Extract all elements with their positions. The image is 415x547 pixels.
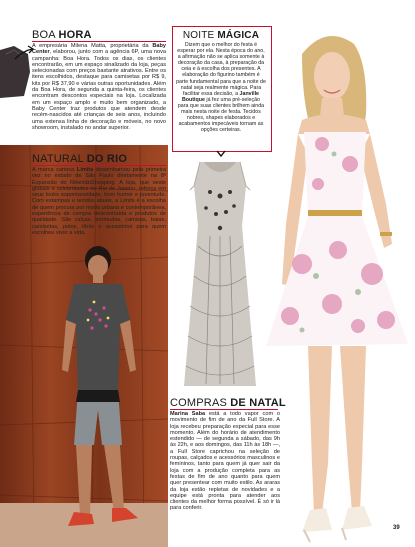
compras-de-natal-title-light: COMPRAS <box>170 397 231 409</box>
noite-magica-title-light: NOITE <box>182 30 218 41</box>
natural-do-rio-text-lead: A marca carioca <box>32 167 77 173</box>
boa-hora-title-light: BOA <box>32 29 59 41</box>
boa-hora-title <box>32 29 92 41</box>
natural-do-rio-title <box>32 153 127 165</box>
noite-magica-brand: Janville Boutique <box>181 90 259 103</box>
natural-do-rio-text <box>32 167 166 241</box>
noite-magica-title <box>172 30 270 41</box>
noite-magica-text <box>176 42 266 148</box>
natural-do-rio-title-bold: DO RIO <box>86 153 128 165</box>
natural-do-rio-text-rest: desembarcou pela primeira vez no estado de São Paulo diretamente na 8ª Expansão do RibeirãoShopping. A loja, que veste globais e celebridades no Rio de Janeiro, reforça em seus looks espontaneidade, bom humor e juventude. Com estampas e tecidos atuais, a Limits é a escolha de quem procura por moda urbana e contemporânea, experiência de compra descontraída e produtos de qualidade. São calças, bermudas, camisas, batas, camisetas, polos, tênis e acessórios para quem escolheu viver a vida. <box>32 167 166 236</box>
natural-do-rio-brand: Limits <box>76 167 94 173</box>
embroidered-dress-photo <box>170 156 270 392</box>
page-number: 39 <box>393 525 400 531</box>
boa-hora-text-rest: , elaborou, junto com a agência 6P, uma nova campanha: Boa Hora. Todos os dias, os clientes encontrarão, em um espaço sinalizado da loja, peças selecionadas com preços bastante atrativos. Entre os itens escolhidos, destaque para camisetas por R$ 9, kits por R$ 37,90 e várias outras oportunidades. Além da Boa Hora, de segunda a quinta-feira, os clientes encontram descontos especiais na loja. Localizada em um espaço amplo e muito bem organizado, a Baby Center traz produtos que atendem desde recém-nascidos até crianças de seis anos, incluindo uma extensa linha de decoração e móveis, no novo showroom, instalado no andar superior. <box>32 49 166 131</box>
boa-hora-text-lead: A empresária Milena Matta, proprietária da <box>32 43 153 49</box>
compras-de-natal-text-rest: está a todo vapor com o movimento de fim de ano da Full Store. A loja recebeu preparação especial para esse momento. Além do horário de atendimento estendido — de segunda a sábado, das 9h às 22h, e aos domingos, das 11h às 18h —, a Full Store caprichou na seleção de roupas, calçados e acessórios masculinos e femininos, tanto para quem já quer sair da loja com a produção completa para as festas de fim de ano quanto para quem quer presentear com muito estilo. As araras da loja estão repletas de novidades e a equipe está pronta para atender aos clientes da melhor forma possível. É só ir lá para conferir. <box>170 411 280 512</box>
man-model-photo <box>60 240 140 540</box>
noite-magica-title-bold: MÁGICA <box>217 30 260 41</box>
compras-de-natal-title-bold: DE NATAL <box>230 397 286 409</box>
compras-de-natal-brand: Marina Saba <box>170 411 206 417</box>
noite-magica-text-lead: Dizem que o melhor do festa é esperar por ela. Nesta época do ano, a afirmação não se aplica somente à decoração da casa, à preparação da ceia e à escolha dos presentes. A elaboração do figurino também é parte fundamental para que a noite de natal seja realmente mágica. Para facilitar essa decisão, a <box>176 42 266 97</box>
boa-hora-rule <box>32 41 166 42</box>
natural-do-rio-rule <box>32 165 166 166</box>
noite-magica-text-rest: já fez uma pré-seleção para que suas clientes brilhem ainda mais nesta noite de festa. Tecidos nobres, shapes elaborados e acabamentos impecáveis tornam as opções certeiras. <box>177 96 265 134</box>
boa-hora-brand: Baby Center <box>32 43 166 56</box>
boa-hora-text <box>32 43 166 139</box>
natural-do-rio-title-light: NATURAL <box>32 153 87 165</box>
boa-hora-title-bold: HORA <box>58 29 92 41</box>
woman-model-photo <box>262 24 415 544</box>
